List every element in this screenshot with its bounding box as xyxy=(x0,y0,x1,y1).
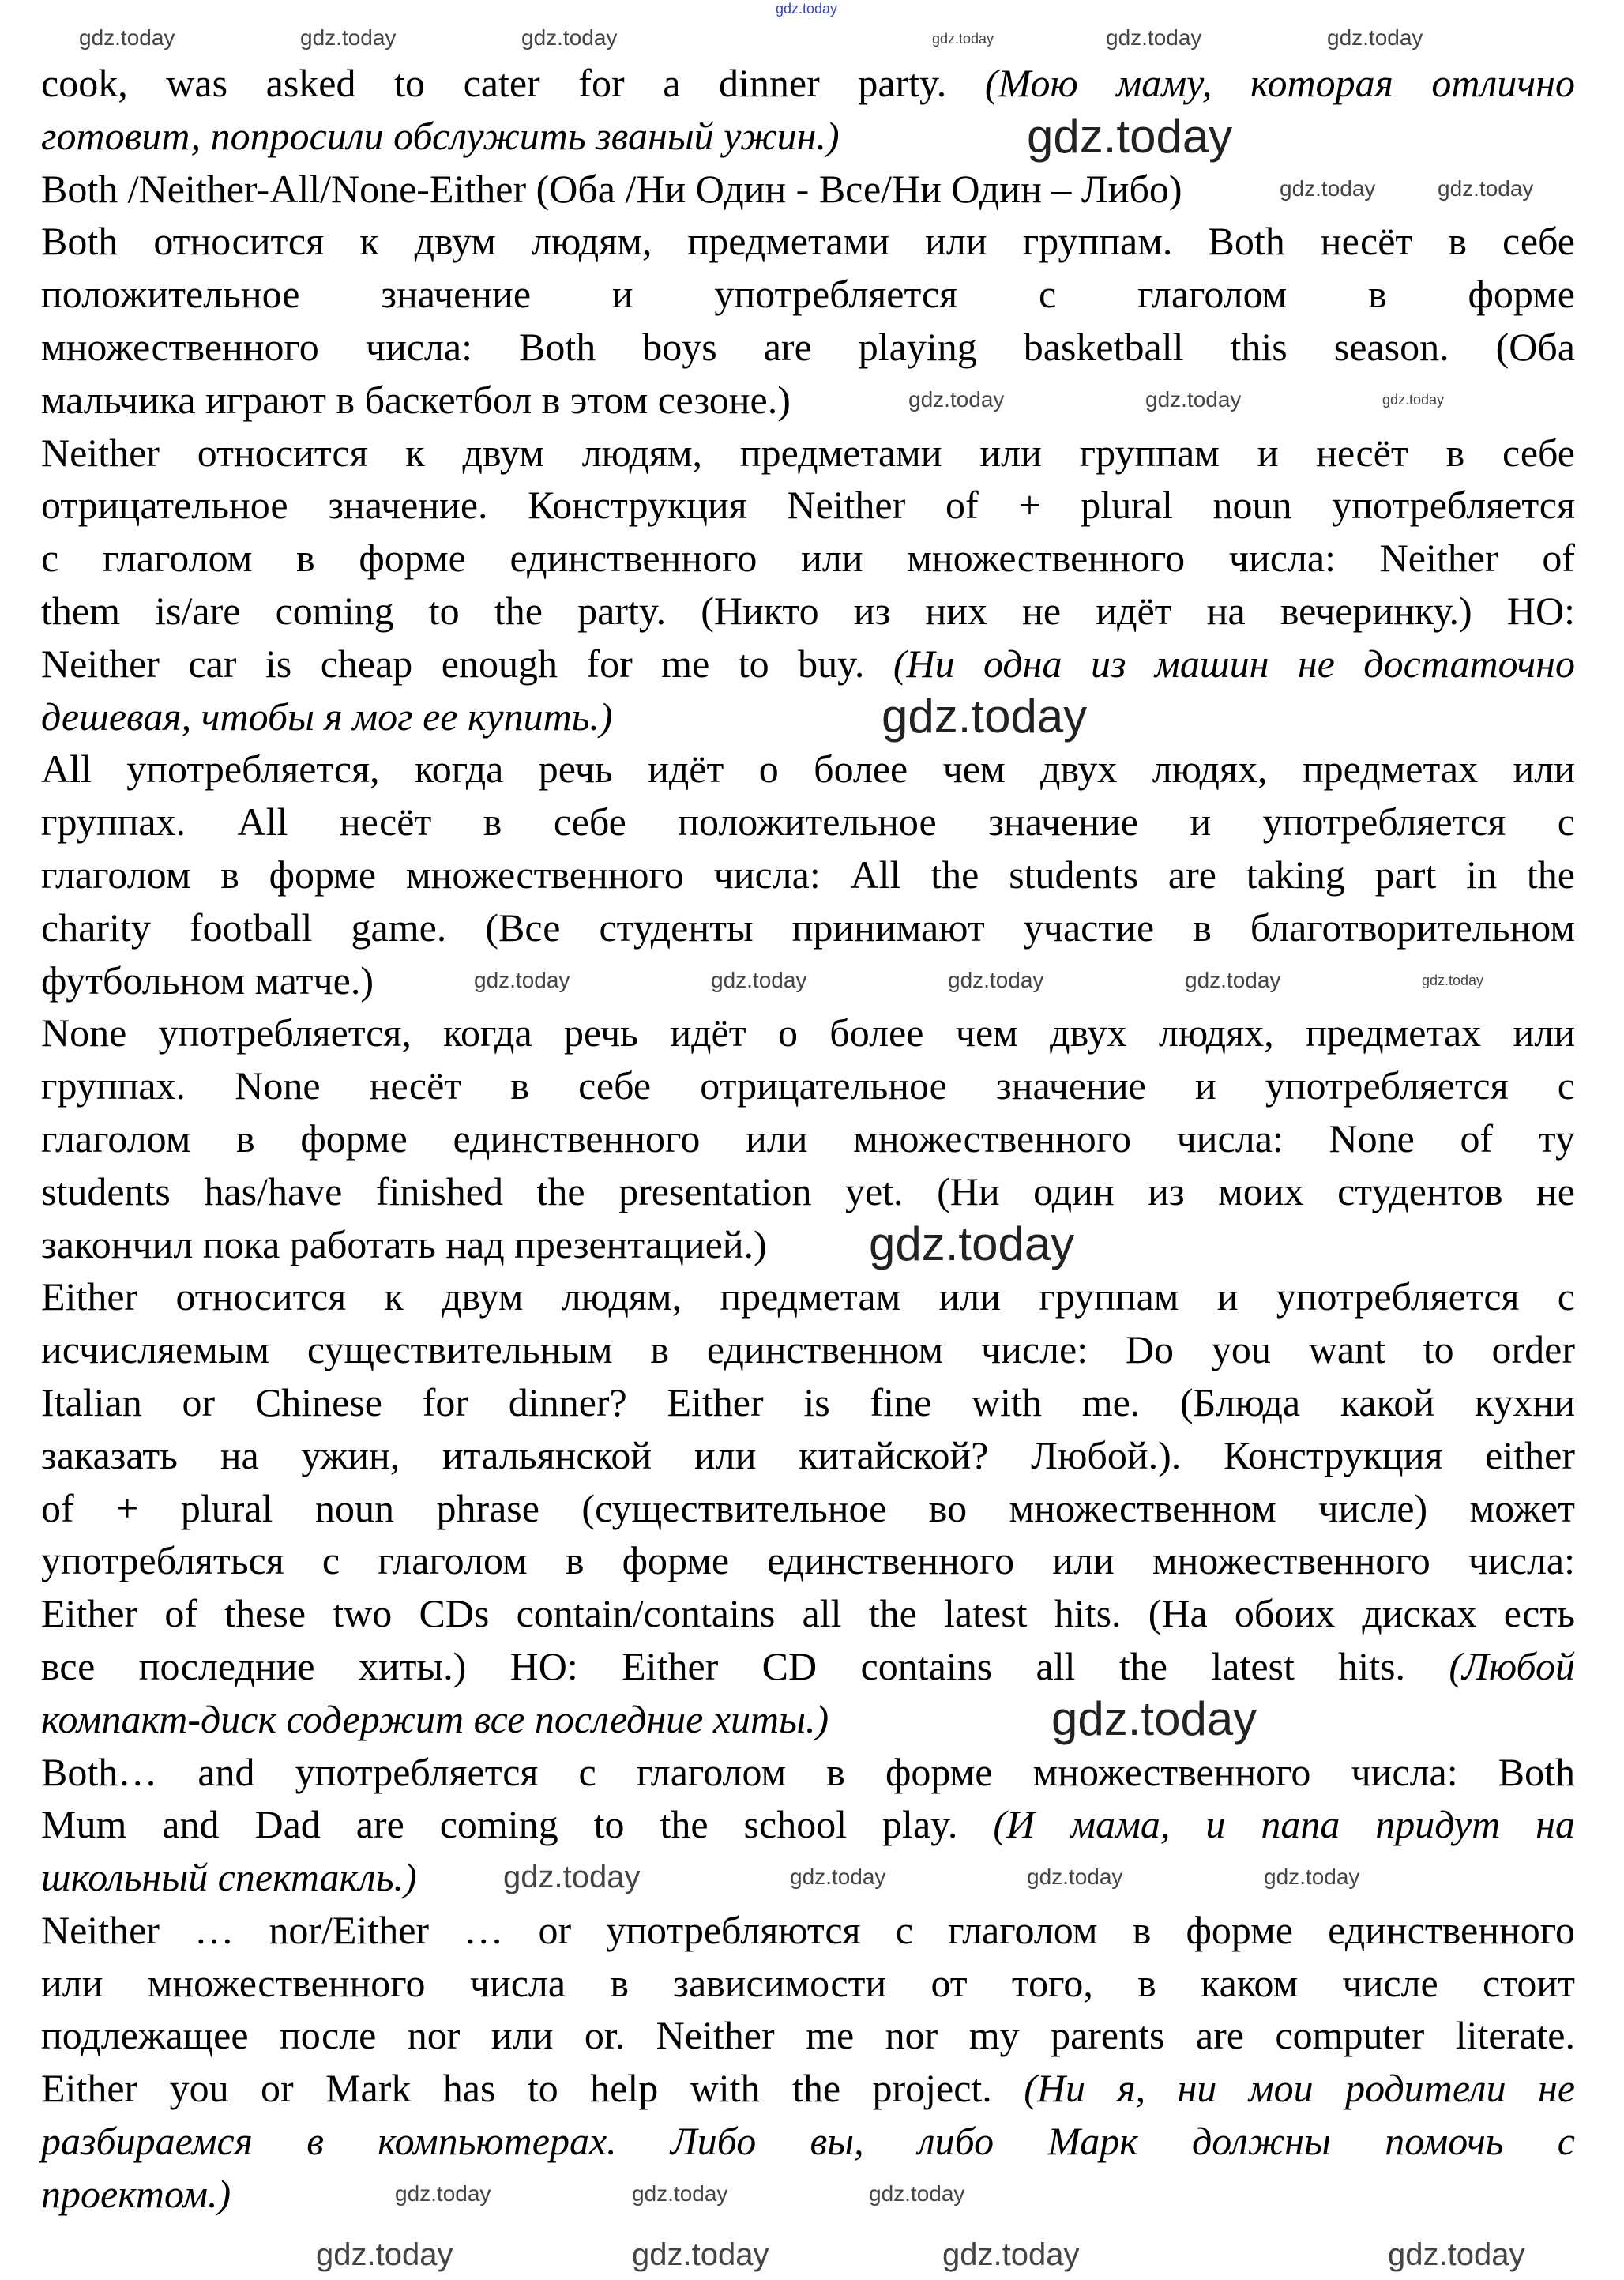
body-text: Both /Neither-All/None-Either (Оба /Ни Один - Все/Ни Один – Либо) xyxy=(41,166,1182,211)
body-text: закончил пока работать над презентацией.) xyxy=(41,1221,767,1266)
body-text: подлежащее после nor или or. Neither me nor my parents are computer literate. xyxy=(41,2013,1575,2058)
watermark-small: gdz.today xyxy=(908,387,1005,412)
body-text: charity football game. (Все студенты принимают участие в благотворительном xyxy=(41,905,1575,950)
watermark-small: gdz.today xyxy=(790,1864,886,1889)
body-text: Both… and употребляется с глаголом в форме множественного числа: Both xyxy=(41,1749,1575,1794)
text-line xyxy=(41,427,1575,480)
watermark-small: gdz.today xyxy=(1327,25,1423,50)
text-line xyxy=(41,1165,1575,1218)
text-line xyxy=(41,901,1575,954)
text-line xyxy=(41,1218,1575,1271)
body-text: глаголом в форме множественного числа: All the students are taking part in the xyxy=(41,852,1575,897)
translation-text: (Мою маму, которая отлично xyxy=(984,61,1575,105)
watermark-small: gdz.today xyxy=(711,968,807,992)
watermark-small: gdz.today xyxy=(869,2181,965,2206)
body-text: с глаголом в форме единственного или множественного числа: Neither of xyxy=(41,536,1575,581)
body-text: Both относится к двум людям, предметами или группам. Both несёт в себе xyxy=(41,219,1575,264)
watermark-large: gdz.today xyxy=(869,1217,1075,1270)
body-text: them is/are coming to the party. (Никто из них не идёт на вечеринку.) НО: xyxy=(41,588,1575,633)
watermark-small: gdz.today xyxy=(948,968,1044,992)
body-text: All употребляется, когда речь идёт о более чем двух людях, предметах или xyxy=(41,747,1575,792)
text-line xyxy=(41,215,1575,268)
text-line xyxy=(41,1746,1575,1799)
watermark-small: gdz.today xyxy=(1280,176,1376,201)
body-text: мальчика играют в баскетбол в этом сезоне.) xyxy=(41,377,791,422)
text-line xyxy=(41,479,1575,532)
body-text: отрицательное значение. Конструкция Neither of + plural noun употребляется xyxy=(41,483,1575,528)
translation-text: (Любой xyxy=(1449,1643,1575,1688)
body-text: исчисляемым существительным в единственном числе: Do you want to order xyxy=(41,1327,1575,1372)
text-line xyxy=(41,2168,1575,2221)
body-text: употребляться с глаголом в форме единственного или множественного числа: xyxy=(41,1538,1575,1583)
body-text: положительное значение и употребляется с глаголом в форме xyxy=(41,272,1575,317)
text-line xyxy=(41,374,1575,427)
text-line xyxy=(41,268,1575,321)
text-line xyxy=(41,585,1575,638)
watermark-top: gdz.today xyxy=(776,1,838,17)
text-line xyxy=(41,1798,1575,1851)
translation-text: разбираемся в компьютерах. Либо вы, либо Марк должны помочь с xyxy=(41,2119,1575,2164)
body-text: Italian or Chinese for dinner? Either is fine with me. (Блюда какой кухни xyxy=(41,1379,1575,1424)
translation-text: готовит, попросили обслужить званый ужин.) xyxy=(41,113,840,158)
watermark-small: gdz.today xyxy=(1438,176,1534,201)
translation-text: (И мама, и папа придут на xyxy=(993,1802,1575,1847)
text-line xyxy=(41,1006,1575,1059)
watermark-medium: gdz.today xyxy=(503,1860,641,1894)
text-line xyxy=(41,690,1575,743)
body-text: students has/have finished the presentation yet. (Ни один из моих студентов не xyxy=(41,1168,1575,1213)
text-line xyxy=(41,954,1575,1007)
text-line xyxy=(41,2115,1575,2168)
watermark-small: gdz.today xyxy=(300,25,397,50)
watermark-small: gdz.today xyxy=(1382,392,1445,408)
body-text: Mum and Dad are coming to the school play. xyxy=(41,1802,994,1847)
watermark-large: gdz.today xyxy=(882,690,1088,743)
text-line xyxy=(41,796,1575,848)
watermark-small: gdz.today xyxy=(1027,1864,1123,1889)
watermark-small: gdz.today xyxy=(474,968,570,992)
translation-text: (Ни одна из машин не достаточно xyxy=(893,641,1575,686)
watermark-small: gdz.today xyxy=(1422,973,1484,988)
translation-text: школьный спектакль.) xyxy=(41,1855,417,1900)
watermark-small: gdz.today xyxy=(395,2181,491,2206)
watermark-small: gdz.today xyxy=(632,2181,728,2206)
text-line xyxy=(41,2009,1575,2062)
watermark-small: gdz.today xyxy=(1145,387,1242,412)
text-line xyxy=(41,1640,1575,1693)
watermark-small: gdz.today xyxy=(521,25,618,50)
text-line xyxy=(41,57,1575,110)
watermark-medium: gdz.today xyxy=(1388,2237,1525,2272)
text-line xyxy=(41,848,1575,901)
watermark-small: gdz.today xyxy=(1185,968,1281,992)
text-line xyxy=(41,321,1575,374)
text-line xyxy=(41,1270,1575,1323)
text-line xyxy=(41,1323,1575,1376)
body-text: Either you or Mark has to help with the project. xyxy=(41,2066,1024,2111)
text-line xyxy=(41,743,1575,796)
text-line xyxy=(41,1587,1575,1640)
translation-text: дешевая, чтобы я мог ее купить.) xyxy=(41,694,613,739)
watermark-medium: gdz.today xyxy=(632,2237,769,2272)
watermark-medium: gdz.today xyxy=(316,2237,453,2272)
text-line xyxy=(41,1059,1575,1112)
translation-text: проектом.) xyxy=(41,2171,231,2216)
body-text: Either относится к двум людям, предметам или группам и употребляется с xyxy=(41,1274,1575,1319)
text-line xyxy=(41,1112,1575,1165)
text-line xyxy=(41,532,1575,585)
document-body xyxy=(41,57,1575,2221)
watermark-large: gdz.today xyxy=(1027,110,1233,163)
watermark-medium: gdz.today xyxy=(942,2237,1080,2272)
watermark-small: gdz.today xyxy=(1264,1864,1360,1889)
body-text: группах. None несёт в себе отрицательное значение и употребляется с xyxy=(41,1063,1575,1108)
text-line xyxy=(41,1957,1575,2010)
body-text: футбольном матче.) xyxy=(41,958,374,1003)
watermark-large: gdz.today xyxy=(1051,1692,1257,1745)
body-text: Neither car is cheap enough for me to buy. xyxy=(41,641,893,686)
text-line xyxy=(41,2062,1575,2115)
text-line xyxy=(41,1534,1575,1587)
text-line xyxy=(41,1429,1575,1482)
body-text: of + plural noun phrase (существительное во множественном числе) может xyxy=(41,1485,1575,1530)
body-text: группах. All несёт в себе положительное значение и употребляется с xyxy=(41,800,1575,845)
body-text: все последние хиты.) НО: Either CD contains all the latest hits. xyxy=(41,1643,1449,1688)
translation-text: (Ни я, ни мои родители не xyxy=(1024,2066,1576,2111)
watermark-small: gdz.today xyxy=(79,25,175,50)
watermark-small: gdz.today xyxy=(1106,25,1202,50)
text-line xyxy=(41,110,1575,163)
translation-text: компакт-диск содержит все последние хиты.) xyxy=(41,1696,829,1741)
text-line xyxy=(41,1904,1575,1957)
body-text: глаголом в форме единственного или множественного числа: None of ту xyxy=(41,1116,1575,1161)
body-text: cook, was asked to cater for a dinner party. xyxy=(41,61,985,105)
body-text: или множественного числа в зависимости от того, в каком числе стоит xyxy=(41,1960,1575,2005)
text-line xyxy=(41,1482,1575,1535)
body-text: заказать на ужин, итальянской или китайской? Любой.). Конструкция either xyxy=(41,1432,1575,1477)
watermark-small: gdz.today xyxy=(932,31,994,47)
body-text: множественного числа: Both boys are playing basketball this season. (Оба xyxy=(41,324,1575,369)
body-text: Either of these two CDs contain/contains all the latest hits. (На обоих дисках есть xyxy=(41,1591,1575,1636)
body-text: Neither … nor/Either … or употребляются с глаголом в форме единственного xyxy=(41,1907,1575,1952)
body-text: None употребляется, когда речь идёт о более чем двух людях, предметах или xyxy=(41,1010,1575,1055)
text-line xyxy=(41,638,1575,690)
text-line xyxy=(41,1376,1575,1429)
body-text: Neither относится к двум людям, предметами или группам и несёт в себе xyxy=(41,430,1575,475)
text-line xyxy=(41,1693,1575,1746)
